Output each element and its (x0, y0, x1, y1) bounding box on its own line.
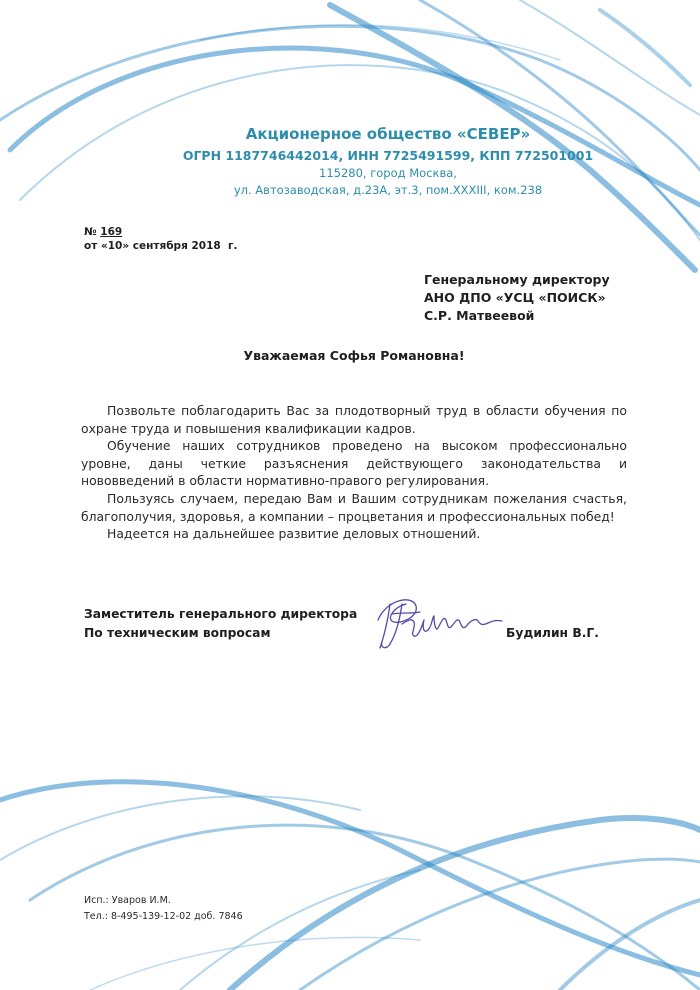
organization-address-line1: 115280, город Москва, (319, 166, 457, 180)
body-paragraph: Обучение наших сотрудников проведено на высоком профессионально уровне, даны четкие разъяснения действующего законодательства и нововведений в области нормативно-правого регулирования. (81, 438, 627, 489)
signatory-position-line1: Заместитель генерального директора (84, 607, 358, 621)
signatory-position-line2: По техническим вопросам (84, 626, 271, 640)
recipient-line1: Генеральному директору (424, 272, 610, 287)
organization-registration: ОГРН 1187746442014, ИНН 7725491599, КПП 772501001 (182, 148, 594, 163)
signer-name: Будилин В.Г. (506, 626, 599, 640)
phone-line: Тел.: 8-495-139-12-02 доб. 7846 (84, 911, 243, 922)
body-paragraph: Надеется на дальнейшее развитие деловых отношений. (107, 526, 481, 542)
executor-line: Исп.: Уваров И.М. (84, 895, 171, 906)
salutation: Уважаемая Софья Романовна! (243, 348, 465, 363)
recipient-line2: АНО ДПО «УСЦ «ПОИСК» (424, 290, 606, 305)
body-paragraph: Позвольте поблагодарить Вас за плодотворный труд в области обучения по охране труда и повышения квалификации кадров. (81, 403, 627, 436)
letter-number-prefix: № (84, 226, 97, 238)
organization-address-line2: ул. Автозаводская, д.23А, эт.3, пом.XXXIII, ком.238 (233, 183, 543, 197)
letter-date: от «10» сентября 2018 г. (84, 240, 238, 252)
body-paragraph: Пользуясь случаем, передаю Вам и Вашим сотрудникам пожелания счастья, благополучия, здоровья, а компании – процветания и профессиональных побед! (81, 490, 627, 524)
letter-number-value: 169 (100, 226, 123, 238)
recipient-line3: С.Р. Матвеевой (424, 308, 535, 323)
organization-name: Акционерное общество «СЕВЕР» (245, 125, 531, 143)
handwritten-signature (372, 590, 504, 654)
letter-number (84, 226, 122, 238)
letter-body (81, 402, 627, 543)
